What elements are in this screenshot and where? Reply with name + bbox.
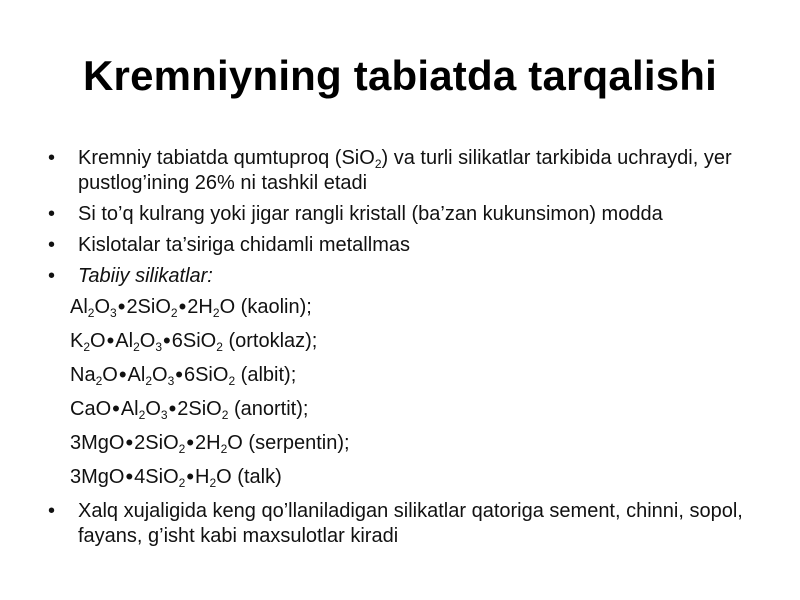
slide-title: Kremniyning tabiatda tarqalishi xyxy=(83,52,717,99)
bullet-item-5 xyxy=(44,499,764,549)
formula-text: 2H xyxy=(187,296,213,318)
formula-text: (serpentin); xyxy=(242,432,350,454)
bullet-operator-icon: • xyxy=(186,464,195,489)
formula-text: O xyxy=(216,466,232,488)
subscript: 2 xyxy=(228,374,236,388)
subscript: 2 xyxy=(83,340,91,354)
formula-text: O xyxy=(102,364,118,386)
formula-text: (anortit); xyxy=(228,398,309,420)
formula-text: Na xyxy=(70,364,96,386)
formula-text: O xyxy=(219,296,236,318)
bullet-operator-icon: • xyxy=(106,328,115,353)
bullet-operator-icon: • xyxy=(118,362,127,387)
silicate-formula xyxy=(70,397,764,422)
bullet-operator-icon: • xyxy=(168,396,177,421)
formula-text: (albit); xyxy=(235,364,297,386)
bullet-text: Xalq xujaligida keng qo’llaniladigan silikatlar qatoriga sement, chinni, sopol, fayans, g’isht kabi maxsulotlar kiradi xyxy=(78,500,743,547)
bullet-operator-icon: • xyxy=(178,294,187,319)
formula-text: 3MgO xyxy=(70,432,125,454)
subscript: 2 xyxy=(178,476,186,490)
formula-text: (talk) xyxy=(231,466,282,488)
bullet-text xyxy=(78,147,732,194)
subscript: 2 xyxy=(220,442,228,456)
bullet-operator-icon: • xyxy=(125,430,134,455)
formula-text: 6SiO xyxy=(183,364,229,386)
bullet-dot-icon: • xyxy=(48,234,56,256)
bullet-item-1 xyxy=(44,146,764,196)
bullet-text: Tabiiy silikatlar: xyxy=(78,265,213,287)
subscript: 2 xyxy=(145,374,153,388)
silicate-formula xyxy=(70,431,764,456)
formula-text: Al xyxy=(70,296,88,318)
formula-text: 4SiO xyxy=(134,466,179,488)
bullet-text-part: ) va turli silikatlar tarkibida uchraydi, yer pustlog’ining 26% ni tashkil etadi xyxy=(78,147,732,194)
formula-text: O xyxy=(90,330,106,352)
subscript: 2 xyxy=(87,306,95,320)
formula-text: O xyxy=(139,330,156,352)
subscript: 2 xyxy=(138,408,146,422)
subscript: 2 xyxy=(216,340,223,354)
bullet-item-3 xyxy=(44,233,764,258)
formula-text: O xyxy=(227,432,243,454)
silicate-formula-list xyxy=(70,295,764,490)
subscript: 3 xyxy=(155,340,163,354)
subscript: 2 xyxy=(95,374,103,388)
bullet-operator-icon: • xyxy=(117,294,126,319)
formula-text: 2SiO xyxy=(177,398,222,420)
formula-text: 6SiO xyxy=(171,330,217,352)
subscript: 2 xyxy=(170,306,178,320)
bullet-operator-icon: • xyxy=(175,362,183,387)
silicate-formula xyxy=(70,363,764,388)
formula-text: (ortoklaz); xyxy=(222,330,318,352)
silicate-formula xyxy=(70,295,764,320)
bullet-dot-icon: • xyxy=(48,203,56,225)
bullet-dot-icon: • xyxy=(48,147,56,169)
formula-text: O xyxy=(145,398,161,420)
formula-text: Al xyxy=(127,364,146,386)
formula-text: 2H xyxy=(195,432,221,454)
formula-text: CaO xyxy=(70,398,112,420)
subscript: 2 xyxy=(212,306,220,320)
bullet-operator-icon: • xyxy=(125,464,134,489)
silicate-formula xyxy=(70,465,764,490)
formula-text: K xyxy=(70,330,84,352)
bullet-item-4 xyxy=(44,264,764,289)
formula-text: H xyxy=(195,466,210,488)
slide-content xyxy=(44,146,764,555)
formula-text: 2SiO xyxy=(126,296,171,318)
subscript: 3 xyxy=(160,408,168,422)
subscript: 3 xyxy=(110,306,117,320)
subscript: 2 xyxy=(374,157,382,171)
bullet-operator-icon: • xyxy=(112,396,120,421)
bullet-operator-icon: • xyxy=(186,430,195,455)
bullet-text: Kislotalar ta’siriga chidamli metallmas xyxy=(78,234,410,256)
subscript: 2 xyxy=(133,340,140,354)
formula-text: 3MgO xyxy=(70,466,125,488)
bullet-operator-icon: • xyxy=(163,328,171,353)
formula-text: Al xyxy=(120,398,139,420)
bullet-text-part: Kremniy tabiatda qumtuproq (SiO xyxy=(78,147,375,169)
subscript: 3 xyxy=(167,374,175,388)
formula-text: O xyxy=(152,364,168,386)
bullet-dot-icon: • xyxy=(48,265,56,287)
formula-text: (kaolin); xyxy=(235,296,312,318)
bullet-text: Si to’q kulrang yoki jigar rangli kristall (ba’zan kukunsimon) modda xyxy=(78,203,663,225)
formula-text: O xyxy=(94,296,111,318)
formula-text: 2SiO xyxy=(134,432,179,454)
subscript: 2 xyxy=(221,408,229,422)
formula-text: Al xyxy=(115,330,134,352)
subscript: 2 xyxy=(178,442,186,456)
silicate-formula xyxy=(70,329,764,354)
bullet-dot-icon: • xyxy=(48,500,56,522)
bullet-item-2 xyxy=(44,202,764,227)
subscript: 2 xyxy=(209,476,217,490)
